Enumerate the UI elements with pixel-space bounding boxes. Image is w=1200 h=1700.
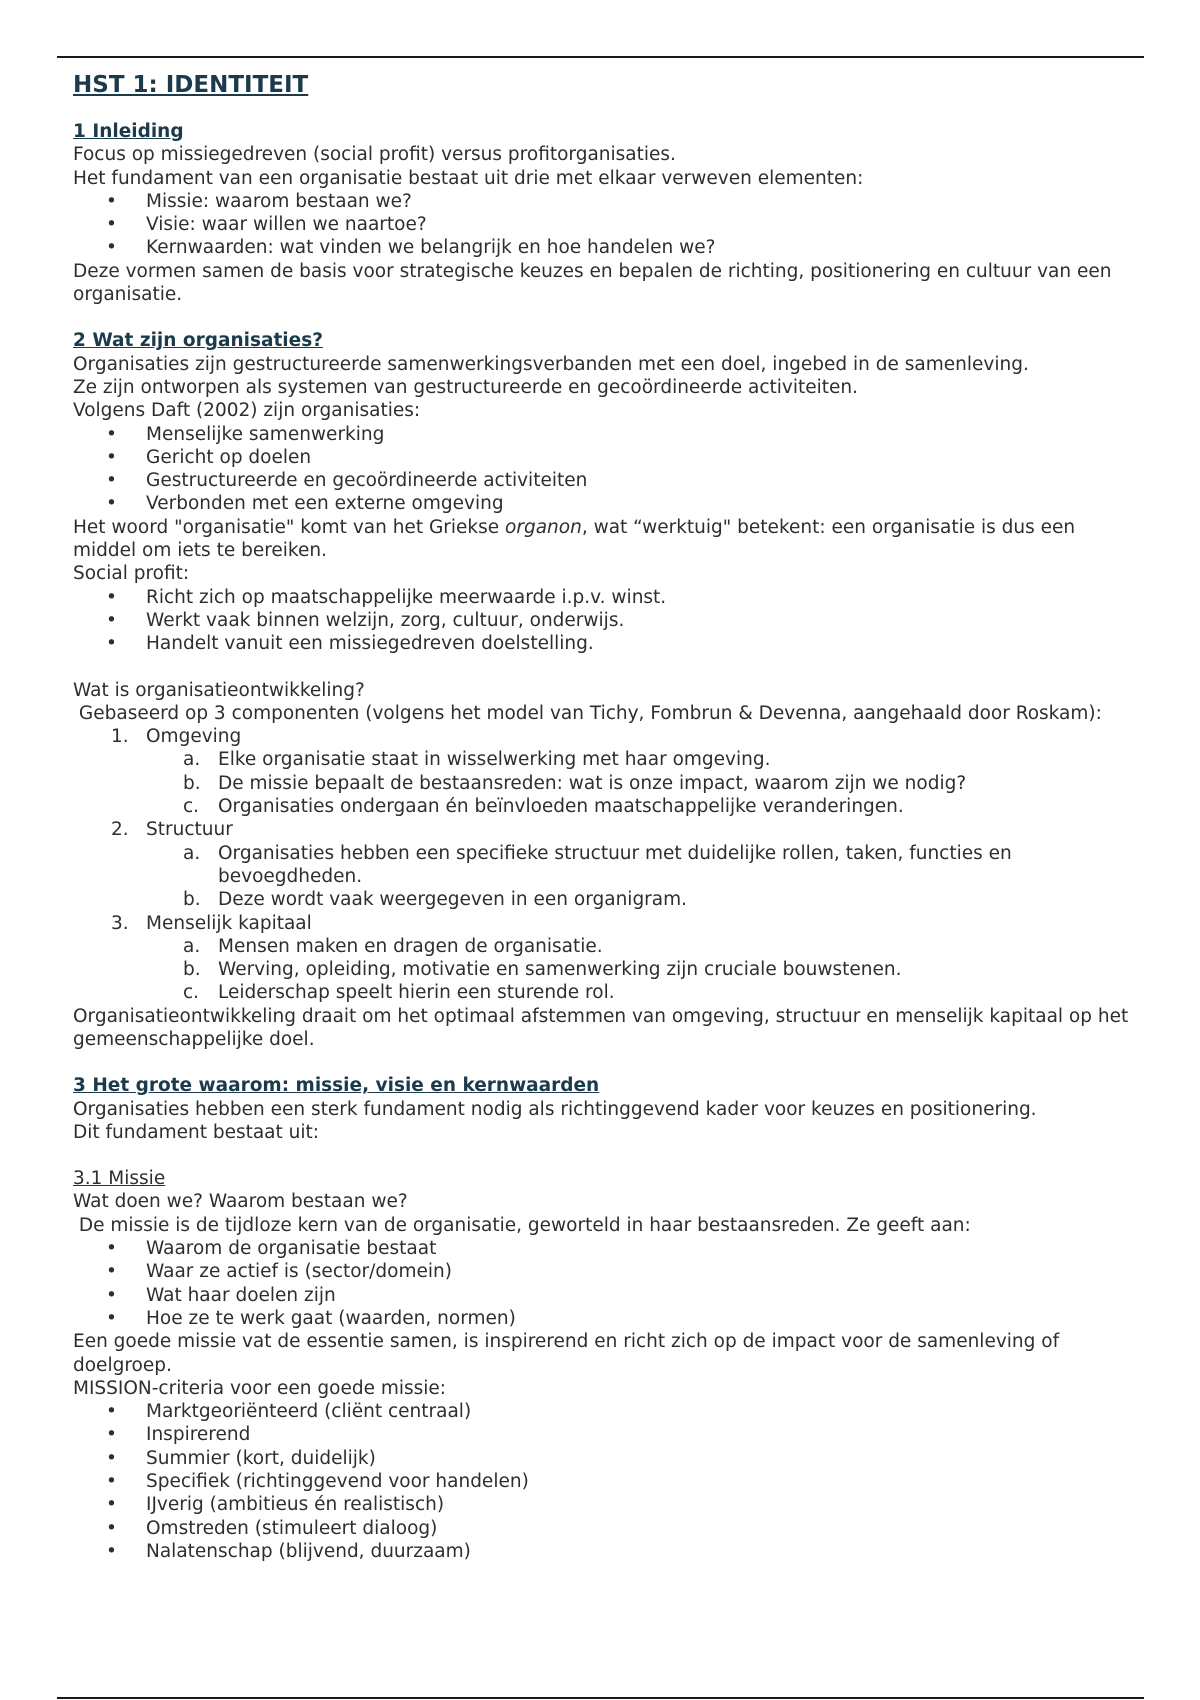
list-item: 2. Structuur a. Organisaties hebben een specifieke structuur met duidelijke rollen, taken, functies en bevoegdheden. b. Deze wordt vaak weergegeven in een organigram. bbox=[73, 818, 1133, 911]
paragraph: De missie is de tijdloze kern van de organisatie, geworteld in haar bestaansreden. Ze geeft aan: bbox=[73, 1214, 971, 1236]
bullet-list bbox=[73, 190, 1133, 260]
bullet-list bbox=[73, 586, 1133, 656]
top-rule bbox=[57, 56, 1144, 58]
list-item: • Richt zich op maatschappelijke meerwaarde i.p.v. winst. bbox=[73, 586, 1133, 609]
paragraph: Een goede missie vat de essentie samen, is inspirerend en richt zich op de impact voor de samenleving of doelgroep. bbox=[73, 1331, 1060, 1376]
lettered-list bbox=[73, 935, 1133, 1005]
document-body bbox=[73, 70, 1133, 1563]
list-item: • Kernwaarden: wat vinden we belangrijk en hoe handelen we? bbox=[73, 236, 1133, 259]
list-item: • Gestructureerde en gecoördineerde activiteiten bbox=[73, 469, 1133, 492]
list-item: • Marktgeoriënteerd (cliënt centraal) bbox=[73, 1400, 1133, 1423]
paragraph: Dit fundament bestaat uit: bbox=[73, 1121, 320, 1143]
bullet-list bbox=[73, 1237, 1133, 1330]
paragraph: Organisaties zijn gestructureerde samenwerkingsverbanden met een doel, ingebed in de samenleving. bbox=[73, 353, 1029, 375]
list-item: b. De missie bepaalt de bestaansreden: wat is onze impact, waarom zijn we nodig? bbox=[183, 772, 967, 794]
list-item: c. Leiderschap speelt hierin een sturende rol. bbox=[183, 982, 615, 1004]
bullet-list bbox=[73, 423, 1133, 516]
paragraph: Wat doen we? Waarom bestaan we? bbox=[73, 1191, 408, 1213]
paragraph: Gebaseerd op 3 componenten (volgens het model van Tichy, Fombrun & Devenna, aangehaald door Roskam): bbox=[73, 702, 1102, 724]
list-item: c. Organisaties ondergaan én beïnvloeden maatschappelijke veranderingen. bbox=[183, 796, 904, 818]
paragraph: Wat is organisatieontwikkeling? bbox=[73, 679, 365, 701]
list-item: • Waar ze actief is (sector/domein) bbox=[73, 1260, 1133, 1283]
section-3-heading: 3 Het grote waarom: missie, visie en kernwaarden bbox=[73, 1075, 600, 1097]
list-item: • Omstreden (stimuleert dialoog) bbox=[73, 1517, 1133, 1540]
paragraph: Deze vormen samen de basis voor strategische keuzes en bepalen de richting, positionering en cultuur van een organisatie. bbox=[73, 260, 1112, 306]
list-item: • Inspirerend bbox=[73, 1423, 1133, 1446]
list-item: • Specifiek (richtinggevend voor handelen) bbox=[73, 1470, 1133, 1493]
bullet-list bbox=[73, 1400, 1133, 1563]
section-1-heading: 1 Inleiding bbox=[73, 121, 184, 142]
paragraph: Volgens Daft (2002) zijn organisaties: bbox=[73, 400, 421, 422]
list-item: a. Organisaties hebben een specifieke structuur met duidelijke rollen, taken, functies en bevoegdheden. bbox=[183, 842, 1012, 887]
section-2-heading: 2 Wat zijn organisaties? bbox=[73, 330, 323, 352]
list-item: • Hoe ze te werk gaat (waarden, normen) bbox=[73, 1307, 1133, 1330]
list-item: • Visie: waar willen we naartoe? bbox=[73, 213, 1133, 236]
paragraph: Focus op missiegedreven (social profit) versus profitorganisaties. bbox=[73, 144, 676, 166]
paragraph: MISSION-criteria voor een goede missie: bbox=[73, 1377, 447, 1399]
list-item: • Waarom de organisatie bestaat bbox=[73, 1237, 1133, 1260]
list-item: a. Mensen maken en dragen de organisatie. bbox=[183, 935, 603, 957]
subsection-heading: 3.1 Missie bbox=[73, 1168, 166, 1190]
lettered-list bbox=[73, 748, 1133, 818]
list-item: 1. Omgeving a. Elke organisatie staat in wisselwerking met haar omgeving. b. De missie bepaalt de bestaansreden: wat is onze impact, waarom zijn we nodig? c. Organisaties ondergaan én beïnvloeden maatschappelijke veranderingen. bbox=[73, 725, 1133, 818]
lettered-list bbox=[73, 842, 1133, 912]
paragraph: Organisaties hebben een sterk fundament nodig als richtinggevend kader voor keuzes en positionering. bbox=[73, 1098, 1037, 1120]
list-item: b. Deze wordt vaak weergegeven in een organigram. bbox=[183, 889, 688, 911]
paragraph: Het fundament van een organisatie bestaat uit drie met elkaar verweven elementen: bbox=[73, 167, 864, 189]
paragraph-organon: Het woord "organisatie" komt van het Griekse organon, wat “werktuig" betekent: een organisatie is dus een middel om iets te bereiken. bbox=[73, 516, 1076, 562]
list-item: • Nalatenschap (blijvend, duurzaam) bbox=[73, 1540, 1133, 1563]
list-item: • Menselijke samenwerking bbox=[73, 423, 1133, 446]
list-item: • Gericht op doelen bbox=[73, 446, 1133, 469]
page-title: HST 1: IDENTITEIT bbox=[73, 72, 309, 98]
list-item: 3. Menselijk kapitaal a. Mensen maken en dragen de organisatie. b. Werving, opleiding, motivatie en samenwerking zijn cruciale bouwstenen. c. Leiderschap speelt hierin een sturende rol. bbox=[73, 912, 1133, 1005]
emphasis-organon: organon bbox=[505, 516, 582, 538]
list-item: • Summier (kort, duidelijk) bbox=[73, 1447, 1133, 1470]
list-item: • Handelt vanuit een missiegedreven doelstelling. bbox=[73, 632, 1133, 655]
paragraph: Social profit: bbox=[73, 563, 190, 585]
list-item: • Wat haar doelen zijn bbox=[73, 1284, 1133, 1307]
bottom-rule bbox=[57, 1697, 1144, 1699]
paragraph: Ze zijn ontworpen als systemen van gestructureerde en gecoördineerde activiteiten. bbox=[73, 376, 858, 398]
list-item: b. Werving, opleiding, motivatie en samenwerking zijn cruciale bouwstenen. bbox=[183, 959, 902, 981]
list-item: • Verbonden met een externe omgeving bbox=[73, 492, 1133, 515]
list-item: a. Elke organisatie staat in wisselwerking met haar omgeving. bbox=[183, 749, 771, 771]
list-item: • IJverig (ambitieus én realistisch) bbox=[73, 1493, 1133, 1516]
list-item: • Werkt vaak binnen welzijn, zorg, cultuur, onderwijs. bbox=[73, 609, 1133, 632]
paragraph: Organisatieontwikkeling draait om het optimaal afstemmen van omgeving, structuur en menselijk kapitaal op het gemeenschappelijke doel. bbox=[73, 1005, 1129, 1050]
list-item: • Missie: waarom bestaan we? bbox=[73, 190, 1133, 213]
numbered-list bbox=[73, 725, 1133, 1005]
